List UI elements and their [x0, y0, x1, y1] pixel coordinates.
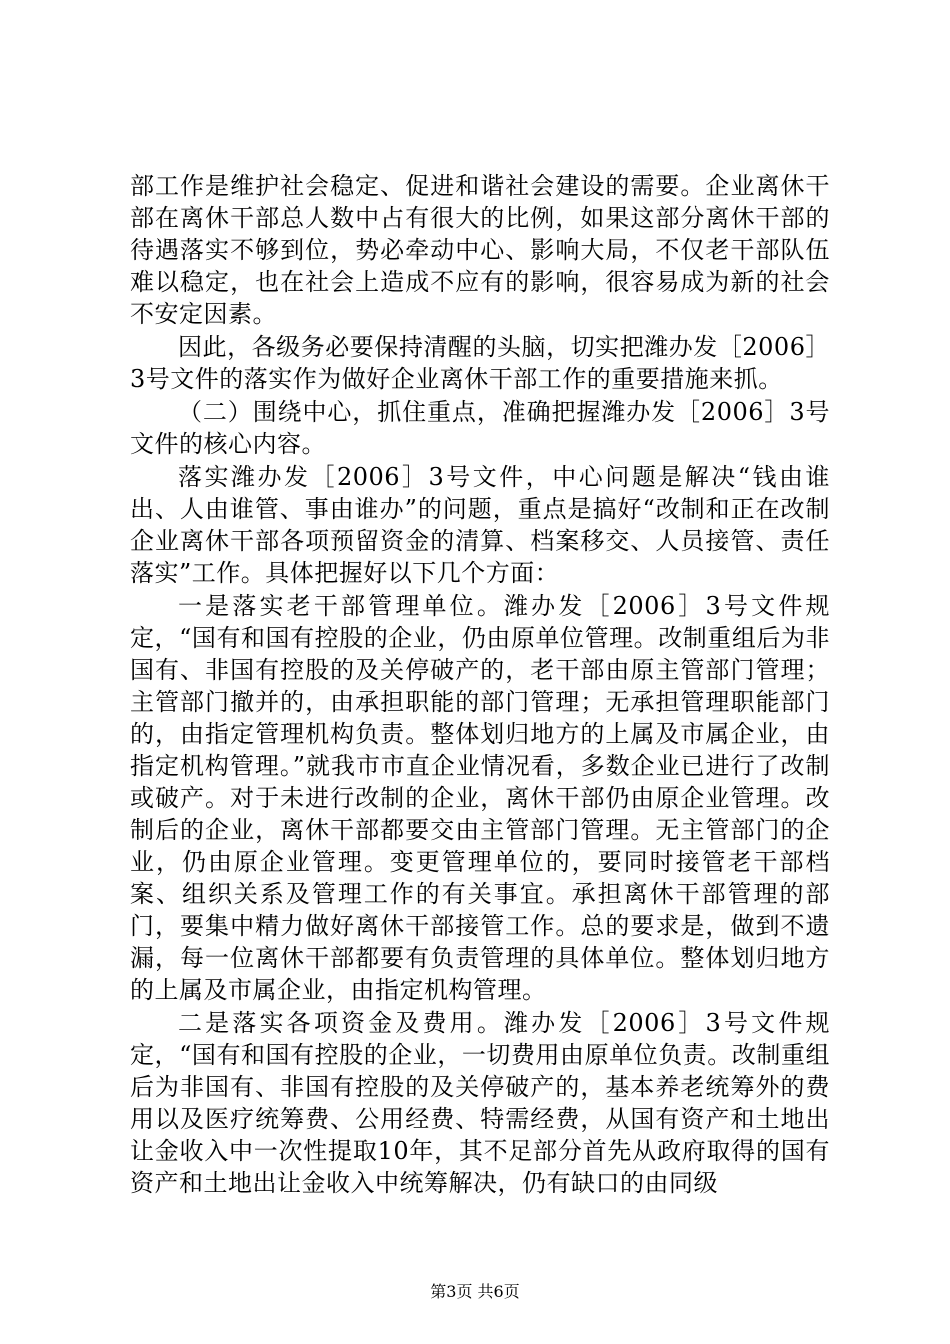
paragraph-6: 二是落实各项资金及费用。潍办发［2006］3号文件规定，“国有和国有控股的企业，一切费用由原单位负责。改制重组后为非国有、非国有控股的及关停破产的，基本养老统筹外的费用以及医疗统筹费、公用经费、特需经费，从国有资产和土地出让金收入中一次性提取10年，其不足部分首先从政府取得的国有资产和土地出让金收入中统筹解决，仍有缺口的由同级	[130, 1009, 830, 1197]
paragraph-2: 因此，各级务必要保持清醒的头脑，切实把潍办发［2006］3号文件的落实作为做好企业离休干部工作的重要措施来抓。	[130, 333, 830, 393]
paragraph-1: 部工作是维护社会稳定、促进和谐社会建设的需要。企业离休干部在离休干部总人数中占有很大的比例，如果这部分离休干部的待遇落实不够到位，势必牵动中心、影响大局，不仅老干部队伍难以稳定，也在社会上造成不应有的影响，很容易成为新的社会不安定因素。	[130, 172, 830, 328]
paragraph-3-heading: （二）围绕中心，抓住重点，准确把握潍办发［2006］3号文件的核心内容。	[130, 398, 830, 458]
page-number-footer: 第3页 共6页	[430, 1282, 520, 1301]
document-body	[130, 170, 830, 1200]
paragraph-4: 落实潍办发［2006］3号文件，中心问题是解决“钱由谁出、人由谁管、事由谁办”的问题，重点是搞好“改制和正在改制企业离休干部各项预留资金的清算、档案移交、人员接管、责任落实”工作。具体把握好以下几个方面：	[130, 463, 830, 587]
paragraph-5: 一是落实老干部管理单位。潍办发［2006］3号文件规定，“国有和国有控股的企业，仍由原单位管理。改制重组后为非国有、非国有控股的及关停破产的，老干部由原主管部门管理；主管部门撤并的，由承担职能的部门管理；无承担管理职能部门的，由指定管理机构负责。整体划归地方的上属及市属企业，由指定机构管理。”就我市市直企业情况看，多数企业已进行了改制或破产。对于未进行改制的企业，离休干部仍由原企业管理。改制后的企业，离休干部都要交由主管部门管理。无主管部门的企业，仍由原企业管理。变更管理单位的，要同时接管老干部档案、组织关系及管理工作的有关事宜。承担离休干部管理的部门，要集中精力做好离休干部接管工作。总的要求是，做到不遗漏，每一位离休干部都要有负责管理的具体单位。整体划归地方的上属及市属企业，由指定机构管理。	[130, 592, 830, 1004]
